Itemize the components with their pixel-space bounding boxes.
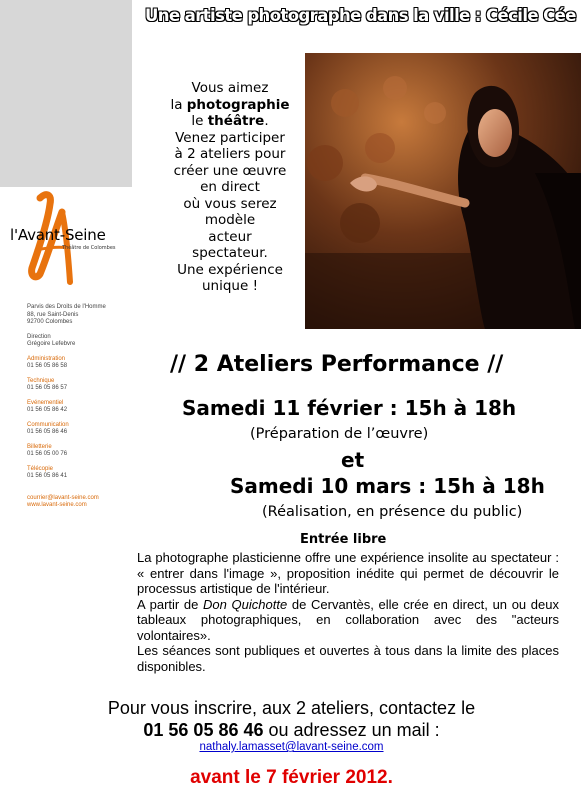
book-title: Don Quichotte [203,596,288,612]
contact-email-link[interactable]: nathaly.lamasset@lavant-seine.com [199,741,384,753]
contact-technique [27,378,127,393]
page-title: Une artiste photographe dans la ville : Cécile Cée [145,6,576,25]
contact-evenementiel [27,400,127,415]
description-paragraph [137,597,559,644]
inscription-block [0,697,583,741]
text-fragment: de Cervantès, elle crée en direct, un ou deux tableaux photographiques, en collaboration avec des "acteurs volontaires». [137,596,560,643]
contact-number: 01 56 05 00 76 [27,451,68,457]
intro-line: à 2 ateliers pour [174,146,286,162]
description-paragraph: La photographe plasticienne offre une expérience insolite au spectateur : « entrer dans l'image », proposition inédite qui permet de découvrir le processus artistique de l'intérieur. [137,550,559,596]
description-paragraph: Les séances sont publiques et ouvertes à tous dans la limite des places disponibles. [137,643,559,674]
performance-photo [305,53,581,329]
inscription-line: Pour vous inscrire, aux 2 ateliers, contactez le [107,698,476,718]
intro-line: Une expérience [177,261,283,278]
ateliers-heading: // 2 Ateliers Performance // [170,352,504,377]
contact-label: Communication [27,421,69,428]
web-block [27,495,127,510]
contact-communication [27,422,127,437]
sidebar-email[interactable]: courrier@lavant-seine.com [27,494,99,501]
contact-billetterie [27,444,127,459]
intro-line: créer une œuvre [173,162,287,179]
intro-line: Vous aimez [191,80,269,96]
sidebar-website[interactable]: www.lavant-seine.com [27,502,87,508]
intro-line: spectateur. [192,245,268,261]
address-line: 88, rue Saint-Denis [27,311,79,318]
contact-number: 01 56 05 86 46 [27,429,68,435]
intro-text-fragment: le [191,113,208,129]
contact-administration [27,356,127,371]
intro-line: acteur [208,228,252,245]
avant-seine-logo [10,190,135,290]
intro-line [160,113,300,130]
intro-text-fragment: . [264,113,269,129]
intro-line [160,97,300,114]
date-1: Samedi 11 février : 15h à 18h [182,396,517,420]
intro-bold-word: théâtre [207,113,265,129]
date-1-note: (Préparation de l’œuvre) [250,426,429,442]
sidebar-contact-info [27,304,127,517]
contact-number: 01 56 05 86 41 [27,473,68,479]
contact-number: 01 56 05 86 57 [27,385,68,391]
contact-number: 01 56 05 86 58 [27,363,68,369]
date-2: Samedi 10 mars : 15h à 18h [230,474,545,498]
intro-text [160,80,300,295]
conjunction-et: et [341,448,365,472]
logo-subtitle: Théâtre de Colombes [62,245,116,251]
intro-line: en direct [200,179,260,195]
address-line: Parvis des Droits de l'Homme [27,304,106,310]
grey-header-block [0,0,132,187]
intro-line: unique ! [202,278,258,294]
address-block [27,304,127,327]
inscription-line [0,719,583,741]
contact-label: Technique [27,377,55,384]
contact-number: 01 56 05 86 42 [27,407,68,413]
direction-name: Grégoire Lefebvre [27,341,76,347]
date-2-note: (Réalisation, en présence du public) [262,504,523,520]
contact-phone: 01 56 05 86 46 [143,720,264,740]
address-line: 92700 Colombes [27,319,73,325]
inscription-text: ou adressez un mail : [263,720,440,740]
entree-libre: Entrée libre [300,532,387,547]
direction-block [27,334,127,349]
direction-label: Direction [27,333,51,340]
contact-label: Administration [27,355,66,362]
registration-deadline: avant le 7 février 2012. [190,767,393,788]
contact-label: Billetterie [27,443,52,450]
intro-line: modèle [204,212,256,228]
contact-telecopie [27,466,127,481]
performance-photo-image [305,53,581,329]
description-body [137,550,559,674]
contact-label: Télécopie [27,465,54,472]
intro-line: où vous serez [183,195,277,212]
intro-line: Venez participer [175,129,285,146]
contact-label: Evénementiel [27,399,64,406]
intro-text-fragment: la [170,96,187,113]
intro-bold-word: photographie [186,96,290,113]
logo-name: l'Avant-Seine [10,226,106,244]
text-fragment: A partir de [137,596,204,612]
